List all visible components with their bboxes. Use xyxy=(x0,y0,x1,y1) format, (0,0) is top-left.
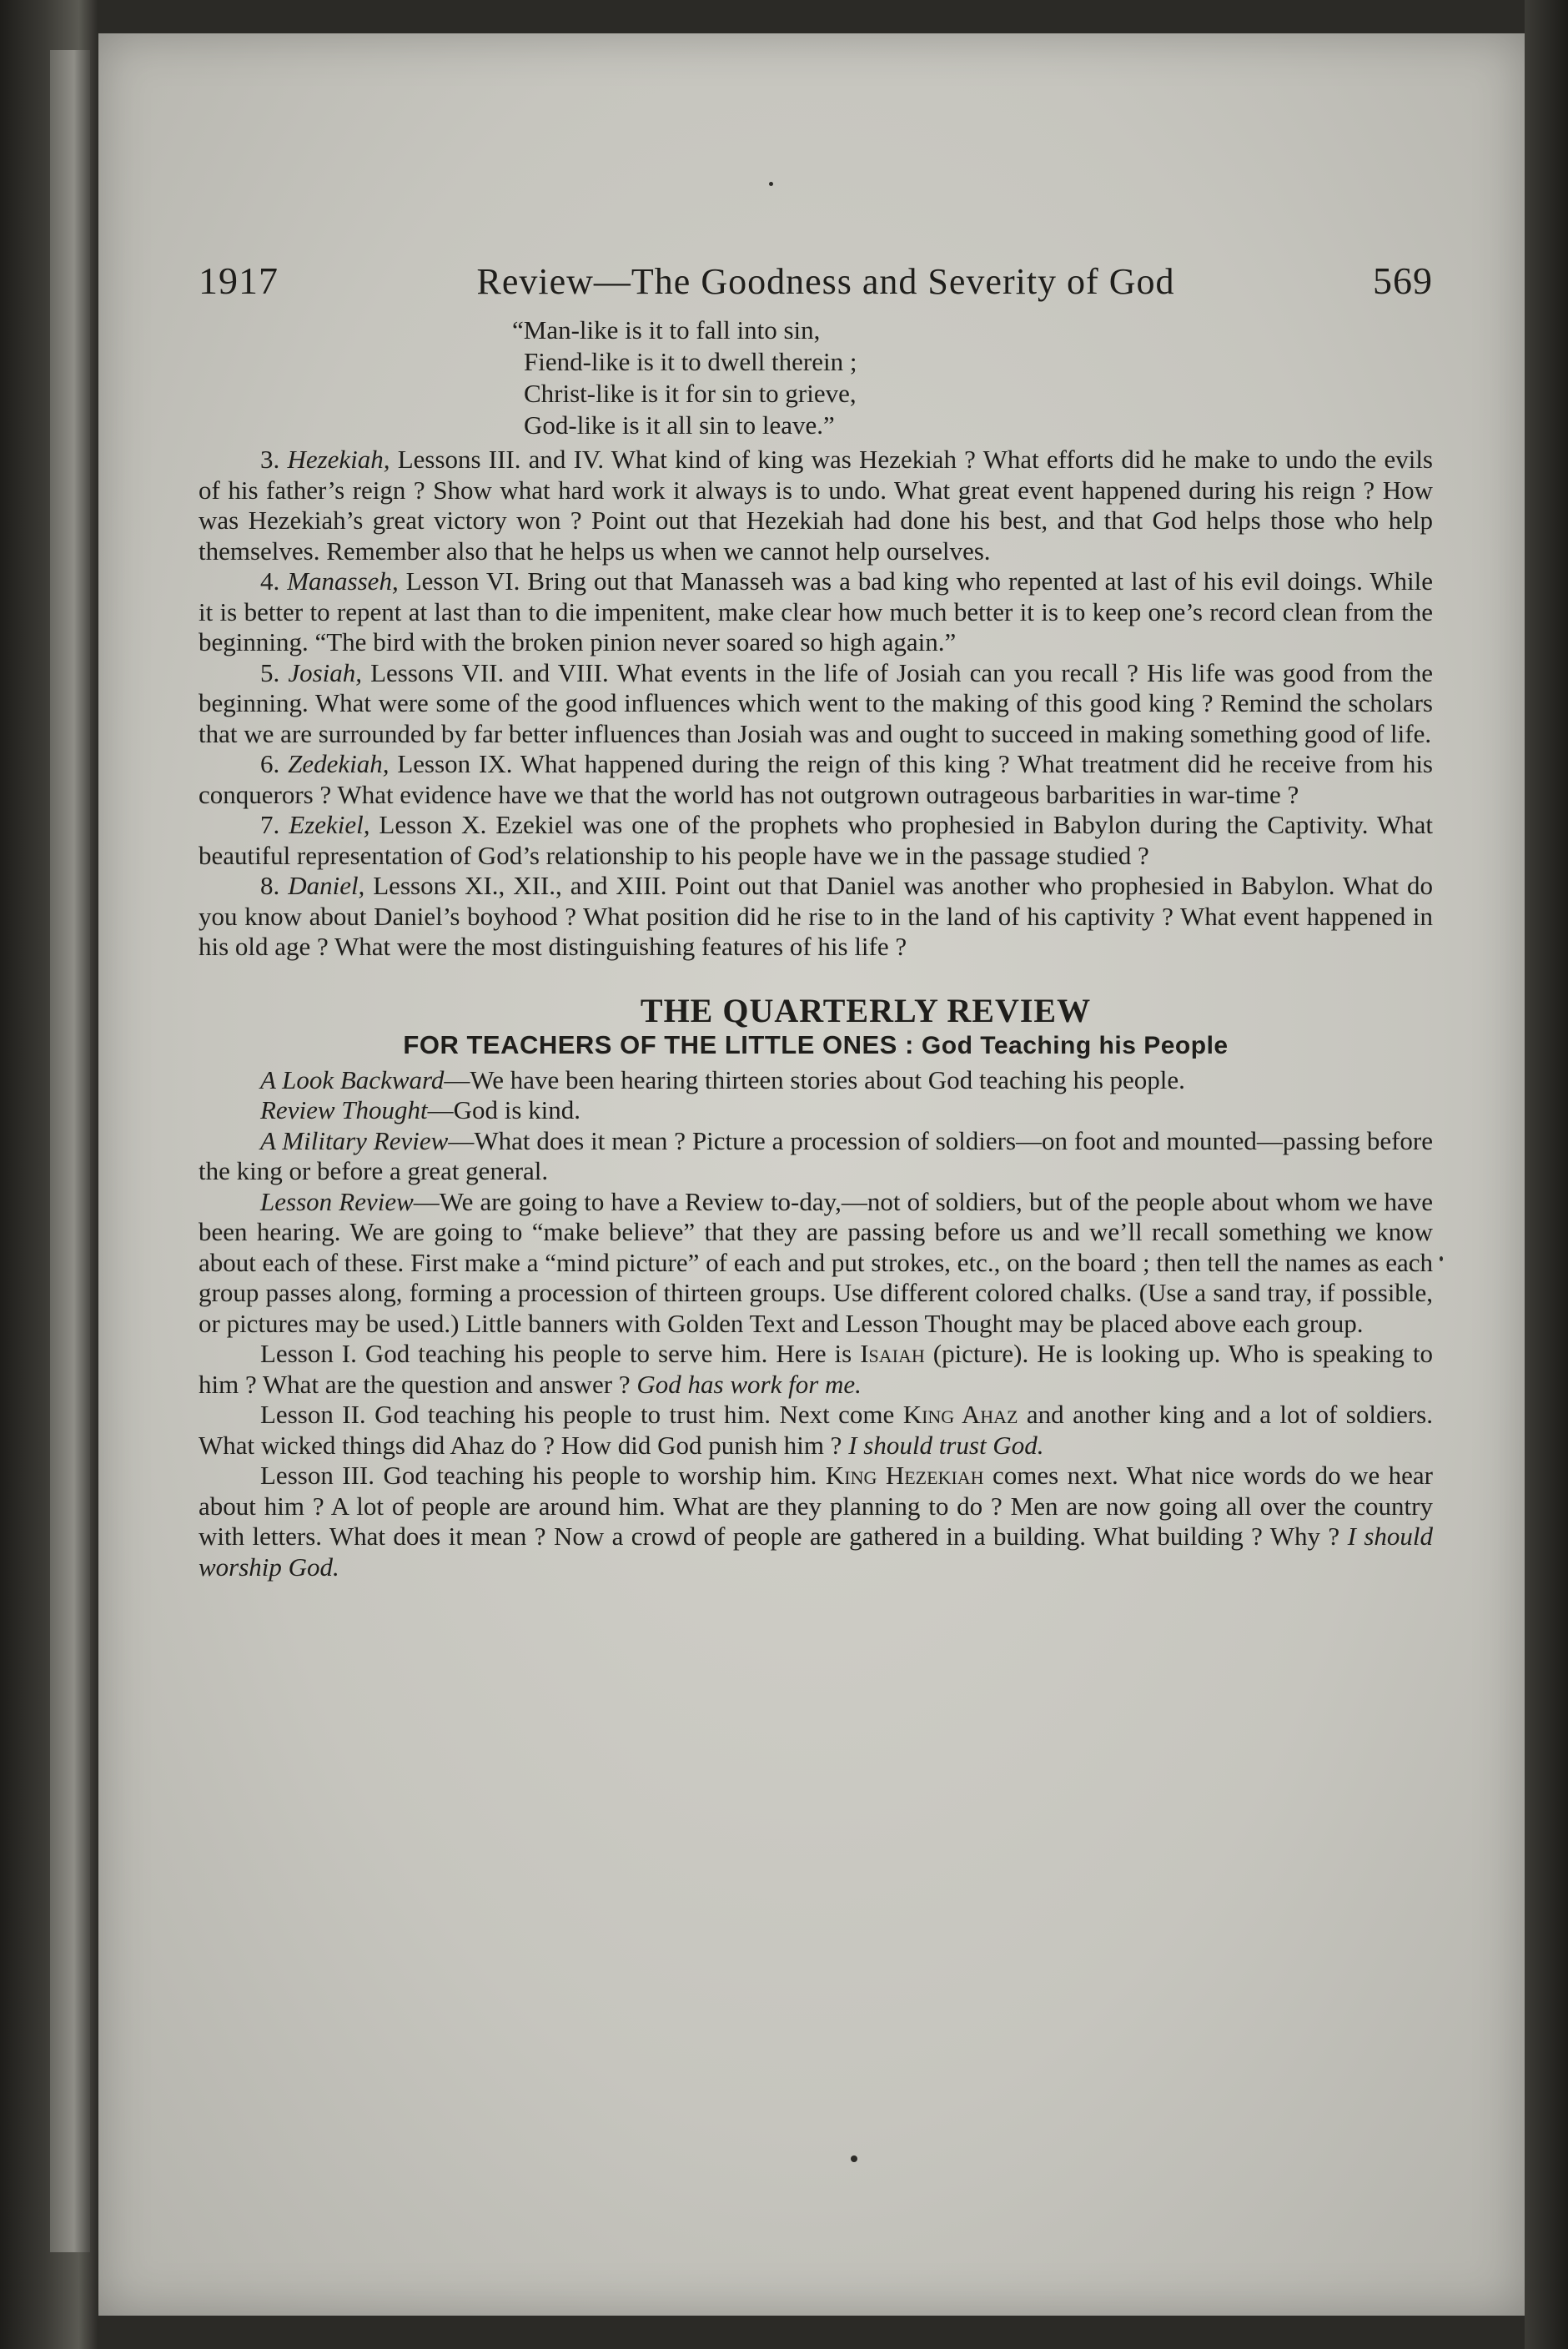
review-item-ezekiel xyxy=(199,810,1433,871)
poem-line: God-like is it all sin to leave.” xyxy=(524,410,835,440)
item-text: Lessons XI., XII., and XIII. Point out that Daniel was another who prophesied in Babylon. What do you know about Daniel’s boyhood ? What position did he rise to in the land of his captivity ? What event happened in his old age ? What were the most distinguishing features of his life ? xyxy=(199,871,1433,961)
subheading-topic: God Teaching his People xyxy=(921,1031,1229,1059)
review-item-manasseh xyxy=(199,566,1433,658)
poem-line: Christ-like is it for sin to grieve, xyxy=(524,379,857,408)
review-item-hezekiah xyxy=(199,445,1433,566)
page-text xyxy=(199,259,1433,1582)
item-name: Hezekiah, xyxy=(287,445,390,474)
item-name: Josiah, xyxy=(288,657,363,687)
paragraph-label: Review Thought xyxy=(260,1095,428,1124)
item-number: 4. xyxy=(260,566,280,596)
lesson-thought: I should worship God. xyxy=(199,1522,1433,1582)
item-text: Lesson IX. What happened during the reign of this king ? What treatment did he receive from his conquerors ? What evidence have we that the world has not outgrown outrageous barbarities in war-time ? xyxy=(199,749,1433,809)
header-title: Review—The Goodness and Severity of God xyxy=(476,261,1175,302)
paragraph-text: Lesson II. God teaching his people to trust him. Next come xyxy=(260,1400,903,1429)
poem xyxy=(512,314,1433,441)
person-name: King Hezekiah xyxy=(825,1461,984,1490)
item-text: Lessons III. and IV. What kind of king was Hezekiah ? What efforts did he make to undo the evils of his father’s reign ? Show what hard work it always is to undo. What great event happened during his reign ? How was Hezekiah’s great victory won ? Point out that Hezekiah had done his best, and that God helps those who help themselves. Remember also that he helps us when we cannot help ourselves. xyxy=(199,445,1433,566)
paragraph-label: A Military Review xyxy=(260,1125,449,1155)
running-head xyxy=(199,259,1433,303)
person-name: Isaiah xyxy=(860,1339,925,1368)
book-edge-right xyxy=(1525,0,1568,2349)
item-number: 8. xyxy=(260,871,280,900)
look-backward-paragraph xyxy=(199,1065,1433,1096)
poem-line: “Man-like is it to fall into sin, xyxy=(512,315,821,345)
item-text: Lesson VI. Bring out that Manasseh was a bad king who repented at last of his evil doings. While it is better to repent at last than to die impenitent, make clear how much better it is to keep one’s record clean from the beginning. “The bird with the broken pinion never soared so high again.” xyxy=(199,566,1434,656)
paragraph-text: Lesson I. God teaching his people to serve him. Here is xyxy=(260,1339,861,1368)
paragraph-text: (picture). He is looking up. Who is speaking to him ? What are the question and answer ? xyxy=(199,1339,1433,1399)
item-number: 5. xyxy=(260,657,280,687)
book-spine-left xyxy=(0,0,98,2349)
paragraph-text: and another king and a lot of soldiers. What wicked things did Ahaz do ? How did God punish him ? xyxy=(199,1400,1433,1460)
military-review-paragraph xyxy=(199,1126,1433,1187)
item-name: Manasseh, xyxy=(287,566,399,596)
item-number: 3. xyxy=(260,445,280,474)
item-number: 7. xyxy=(260,810,280,839)
paragraph-text: —God is kind. xyxy=(427,1095,581,1124)
item-name: Zedekiah, xyxy=(288,749,389,778)
paragraph-text: —What does it mean ? Picture a procession of soldiers—on foot and mounted—passing before the king or before a great general. xyxy=(199,1125,1434,1185)
lesson-thought: I should trust God. xyxy=(848,1430,1044,1460)
page-number: 569 xyxy=(1372,259,1433,302)
item-text: Lesson X. Ezekiel was one of the prophets who prophesied in Babylon during the Captivity. What beautiful representation of God’s relationship to his people have we in the passage studied ? xyxy=(199,810,1433,870)
paragraph-text: comes next. What nice words do we hear about him ? A lot of people are around him. What are they planning to do ? Men are now going all over the country with letters. What does it mean ? Now a crowd of people are gathered in a building. What building ? Why ? xyxy=(199,1461,1434,1551)
review-thought-paragraph xyxy=(199,1095,1433,1126)
item-text: Lessons VII. and VIII. What events in the life of Josiah can you recall ? His life was good from the beginning. What were some of the good influences which went to the making of this good king ? Remind the scholars that we are surrounded by far better influences than Josiah was and ought to succeed in making something good of life. xyxy=(199,657,1434,748)
book-page xyxy=(98,33,1525,2316)
section-subheading xyxy=(199,1030,1433,1060)
paper-speck xyxy=(851,2155,857,2162)
previous-page-edge xyxy=(50,50,90,2252)
person-name: King Ahaz xyxy=(902,1400,1018,1429)
lesson-2-paragraph xyxy=(199,1400,1433,1461)
paragraph-label: Lesson Review xyxy=(260,1186,414,1216)
section-heading: THE QUARTERLY REVIEW xyxy=(640,991,1092,1029)
poem-line: Fiend-like is it to dwell therein ; xyxy=(524,347,857,376)
lesson-1-paragraph xyxy=(199,1339,1433,1400)
lesson-3-paragraph xyxy=(199,1461,1433,1582)
paper-speck xyxy=(1440,1256,1443,1261)
paragraph-label: A Look Backward xyxy=(260,1064,445,1094)
lesson-thought: God has work for me. xyxy=(636,1369,862,1399)
header-year: 1917 xyxy=(199,259,279,302)
paragraph-text: —We are going to have a Review to-day,—not of soldiers, but of the people about whom we have been hearing. We are going to “make believe” that they are passing before us and we’ll recall something we know about each of these. First make a “mind picture” of each and put strokes, etc., on the board ; then tell the names as each group passes along, forming a procession of thirteen groups. Use different colored chalks. (Use a sand tray, if possible, or pictures may be used.) Little banners with Golden Text and Lesson Thought may be placed above each group. xyxy=(199,1186,1434,1338)
subheading-text: FOR TEACHERS OF THE LITTLE ONES : xyxy=(403,1029,914,1059)
item-name: Ezekiel, xyxy=(289,810,370,839)
paragraph-text: Lesson III. God teaching his people to worship him. xyxy=(260,1461,826,1490)
review-item-josiah xyxy=(199,658,1433,750)
item-name: Daniel, xyxy=(288,871,365,900)
review-item-zedekiah xyxy=(199,749,1433,810)
lesson-review-paragraph xyxy=(199,1187,1433,1340)
item-number: 6. xyxy=(260,749,280,778)
paper-speck xyxy=(769,182,773,186)
paragraph-text: —We have been hearing thirteen stories about God teaching his people. xyxy=(444,1064,1185,1094)
review-item-daniel xyxy=(199,871,1433,963)
